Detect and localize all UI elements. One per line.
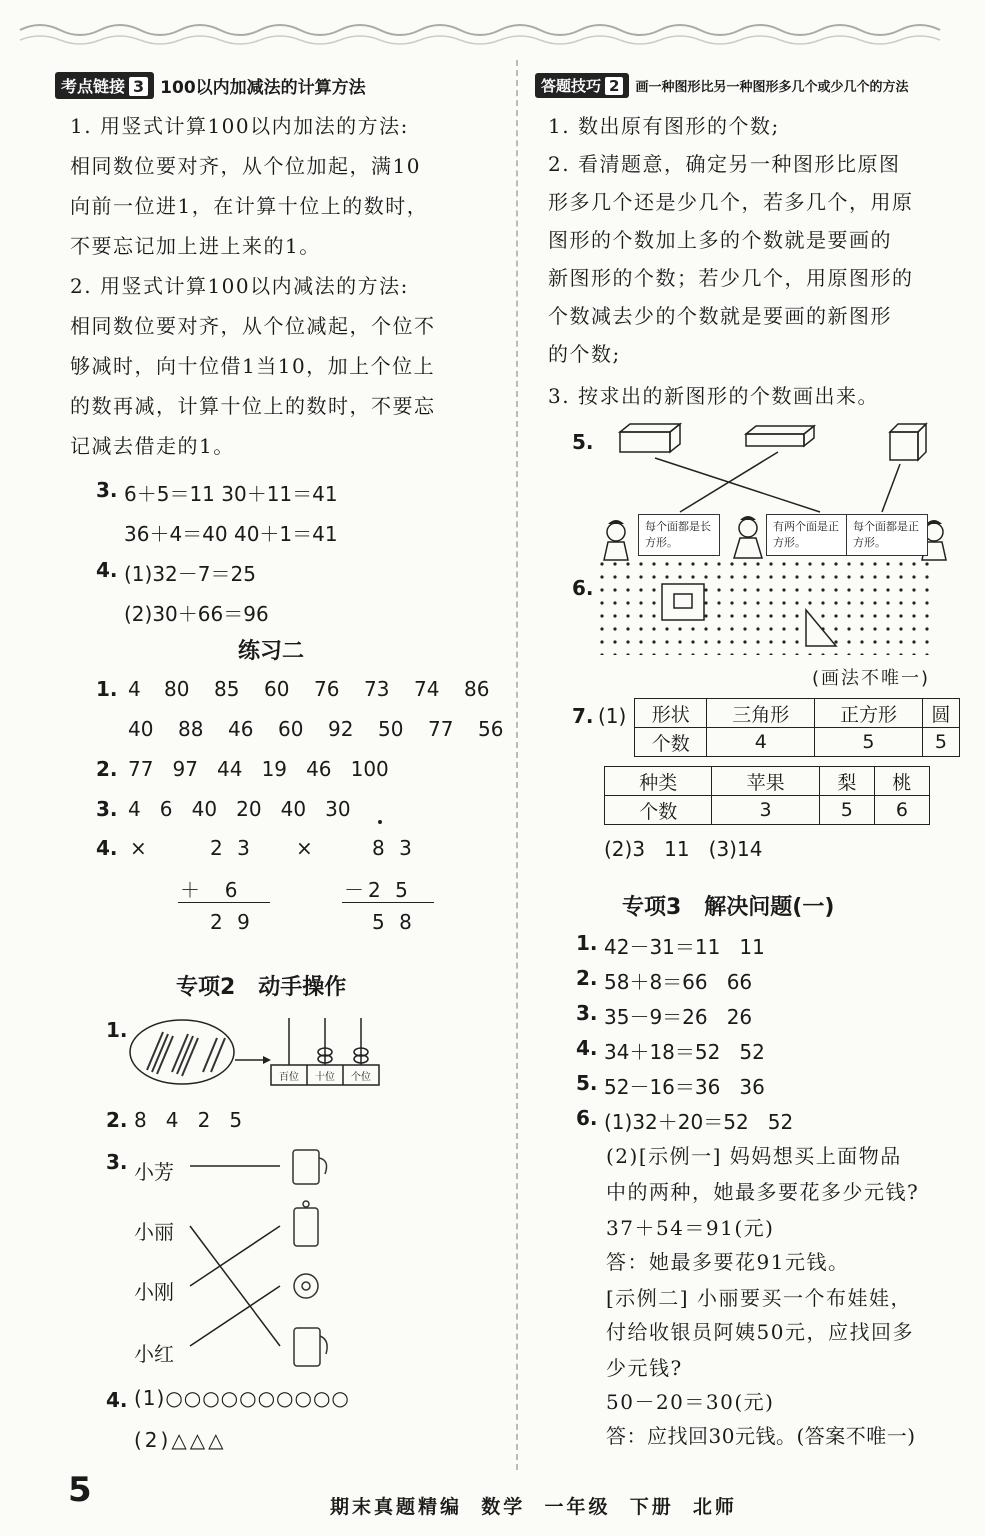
vertical-calc1-op: ＋ 6: [180, 878, 242, 902]
s3q-answer: 52－16＝36 36: [604, 1075, 765, 1099]
ex2-number: 2.: [96, 757, 118, 781]
ex2-values: 77 97 44 19 46 100: [128, 757, 389, 781]
table-row: [635, 728, 960, 757]
ex4-mark1: ×: [130, 836, 147, 860]
table-cell: 苹果: [712, 767, 819, 796]
ex1-value: 40: [128, 717, 154, 741]
ex1-value: 56: [478, 717, 504, 741]
table-row: [605, 767, 930, 796]
tag-badge: 考点链接 3: [55, 72, 154, 99]
borrow-dot: [378, 820, 382, 824]
s3q6-line: 答：应找回30元钱。(答案不唯一): [606, 1424, 916, 1448]
q7-number: 7.: [572, 704, 594, 728]
ex1-value: 60: [278, 717, 304, 741]
tip-line: 2. 看清题意，确定另一种图形比原图: [548, 152, 901, 176]
top-wave-border: [0, 0, 985, 50]
table-cell: 4: [707, 728, 815, 757]
place-label-hundreds: 百位: [279, 1072, 299, 1083]
ex1-value: 46: [228, 717, 254, 741]
tip-line: 图形的个数加上多的个数就是要画的: [548, 228, 892, 252]
ex3-number: 3.: [96, 797, 118, 821]
s3q-number: 1.: [576, 931, 598, 955]
method-line: 够减时，向十位借1当10，加上个位上: [70, 354, 436, 378]
tip-line: 新图形的个数；若少几个，用原图形的: [548, 266, 914, 290]
section3-title: 专项3 解决问题(一): [622, 895, 835, 920]
vertical-calc1-line: [178, 902, 270, 903]
q6-number: 6.: [572, 576, 594, 600]
ex4-mark2: ×: [296, 836, 313, 860]
s3q6-line: 50－20＝30(元): [606, 1390, 775, 1414]
dot-grid-figure: [598, 560, 948, 660]
ex1-value: 50: [378, 717, 404, 741]
ex1-value: 4: [128, 677, 141, 701]
teapot-matching-figure: [180, 1140, 350, 1380]
table-row: [635, 699, 960, 728]
s3q-number: 3.: [576, 1001, 598, 1025]
table-cell: 5: [819, 796, 874, 825]
table-cell: 形状: [635, 699, 707, 728]
s3q-number: 4.: [576, 1036, 598, 1060]
tag-title: 100以内加减法的计算方法: [160, 77, 366, 98]
s2q1-number: 1.: [106, 1018, 128, 1042]
table-cell: 种类: [605, 767, 712, 796]
place-label-tens: 十位: [315, 1072, 335, 1083]
method-line: 不要忘记加上进上来的1。: [70, 234, 321, 258]
fruit-count-table: [604, 766, 930, 825]
tip-badge: 答题技巧 2: [535, 73, 629, 98]
kaodian-tag: [55, 72, 366, 98]
ex1-value: 60: [264, 677, 290, 701]
table-cell: 5: [922, 728, 959, 757]
method-line: 向前一位进1，在计算十位上的数时，: [70, 194, 429, 218]
s3q6-line: (2)[示例一] 妈妈想买上面物品: [606, 1144, 902, 1168]
vertical-calc2-result: 5 8: [372, 910, 416, 934]
method-line: 相同数位要对齐，从个位减起，个位不: [70, 314, 436, 338]
s3q6-line: 37＋54＝91(元): [606, 1216, 775, 1240]
tip-line: 形多几个还是少几个，若多几个，用原: [548, 190, 914, 214]
ex1-value: 85: [214, 677, 240, 701]
table-cell: 正方形: [815, 699, 923, 728]
s3q-number: 2.: [576, 966, 598, 990]
vertical-calc2-top: 8 3: [372, 836, 416, 860]
tip-title: 画一种图形比另一种图形多几个或少几个的方法: [635, 79, 909, 95]
q7-part2-3: (2)3 11 (3)14: [604, 837, 763, 861]
ex1-number: 1.: [96, 677, 118, 701]
s2q2-values: 8 4 2 5: [134, 1108, 243, 1132]
table-cell: 个数: [605, 796, 712, 825]
tip-line: 1. 数出原有图形的个数;: [548, 114, 780, 138]
s3q-number: 5.: [576, 1071, 598, 1095]
ex3-values: 4 6 40 20 40 30: [128, 797, 351, 821]
ex1-value: 77: [428, 717, 454, 741]
ex4-number: 4.: [96, 836, 118, 860]
table-cell: 桃: [874, 767, 929, 796]
ex1-value: 73: [364, 677, 390, 701]
s3q6-line: 中的两种，她最多要花多少元钱?: [606, 1180, 920, 1204]
ex1-value: 76: [314, 677, 340, 701]
q4-number: 4.: [96, 558, 118, 582]
section2-title: 专项2 动手操作: [176, 975, 347, 1000]
ex1-row1: [128, 677, 494, 701]
speech-bubble-3: 每个面都是正方形。: [846, 514, 928, 556]
tip-line: 个数减去少的个数就是要画的新图形: [548, 304, 892, 328]
counting-sticks-figure: [125, 1010, 385, 1100]
solid-shapes-matching-figure: [600, 420, 960, 580]
q5-number: 5.: [572, 430, 594, 454]
tip-line: 的个数;: [548, 342, 621, 366]
s3q-answer: 34＋18＝52 52: [604, 1040, 765, 1064]
place-label-ones: 个位: [351, 1072, 371, 1083]
s3q-answer: 42－31＝11 11: [604, 935, 765, 959]
method-line: 1. 用竖式计算100以内加法的方法:: [70, 114, 409, 138]
method-line: 2. 用竖式计算100以内减法的方法:: [70, 274, 409, 298]
q3-number: 3.: [96, 478, 118, 502]
name-xiaohong: 小红: [134, 1342, 174, 1366]
footer-text: 期末真题精编 数学 一年级 下册 北师: [330, 1496, 737, 1518]
vertical-calc2-line: [342, 902, 434, 903]
column-divider: [516, 60, 518, 1470]
s2q4-number: 4.: [106, 1388, 128, 1412]
s3q-answer: 35－9＝26 26: [604, 1005, 753, 1029]
s3q-answer: 58＋8＝66 66: [604, 970, 753, 994]
name-xiaoli: 小丽: [134, 1220, 174, 1244]
exercise2-title: 练习二: [238, 639, 305, 664]
tip-tag: [535, 72, 908, 98]
vertical-calc1-result: 2 9: [210, 910, 254, 934]
ex1-value: 92: [328, 717, 354, 741]
s2q3-number: 3.: [106, 1150, 128, 1174]
shape-count-table: [634, 698, 960, 757]
q3-line2: 36＋4＝40 40＋1＝41: [124, 522, 338, 546]
name-xiaofang: 小芳: [134, 1160, 174, 1184]
q4-line2: (2)30＋66＝96: [124, 602, 269, 626]
table-cell: 5: [815, 728, 923, 757]
table-cell: 6: [874, 796, 929, 825]
q3-line1: 6＋5＝11 30＋11＝41: [124, 482, 338, 506]
table-row: [605, 796, 930, 825]
table-cell: 圆: [922, 699, 959, 728]
ex1-row2: [128, 717, 508, 741]
s3q6-line: [示例二] 小丽要买一个布娃娃，: [606, 1286, 912, 1310]
name-xiaogang: 小刚: [134, 1280, 174, 1304]
s3q-number: 6.: [576, 1106, 598, 1130]
tip-line: 3. 按求出的新图形的个数画出来。: [548, 384, 879, 408]
q6-note: (画法不唯一): [812, 668, 931, 689]
s3q6-line: 少元钱?: [606, 1356, 683, 1380]
vertical-calc1-top: 2 3: [210, 836, 254, 860]
table-cell: 三角形: [707, 699, 815, 728]
method-line: 记减去借走的1。: [70, 434, 235, 458]
table-cell: 个数: [635, 728, 707, 757]
ex1-value: 86: [464, 677, 490, 701]
table-cell: 梨: [819, 767, 874, 796]
ex1-value: 74: [414, 677, 440, 701]
ex1-value: 88: [178, 717, 204, 741]
table-cell: 3: [712, 796, 819, 825]
s3q-answer: (1)32＋20＝52 52: [604, 1110, 794, 1134]
q4-line1: (1)32－7＝25: [124, 562, 256, 586]
s2q2-number: 2.: [106, 1108, 128, 1132]
speech-bubble-2: 有两个面是正方形。: [766, 514, 848, 556]
method-line: 的数再减，计算十位上的数时，不要忘: [70, 394, 436, 418]
page-number: 5: [68, 1470, 92, 1510]
s2q4-line1: (1)○○○○○○○○○○: [134, 1386, 350, 1410]
s3q6-line: 付给收银员阿姨50元，应找回多: [606, 1320, 914, 1344]
method-line: 相同数位要对齐，从个位加起，满10: [70, 154, 421, 178]
speech-bubble-1: 每个面都是长方形。: [638, 514, 720, 556]
ex1-value: 80: [164, 677, 190, 701]
q7-part1: (1): [598, 704, 627, 728]
s2q4-line2: (2)△△△: [134, 1428, 227, 1452]
s3q6-line: 答：她最多要花91元钱。: [606, 1250, 850, 1274]
vertical-calc2-op: －2 5: [344, 878, 412, 902]
